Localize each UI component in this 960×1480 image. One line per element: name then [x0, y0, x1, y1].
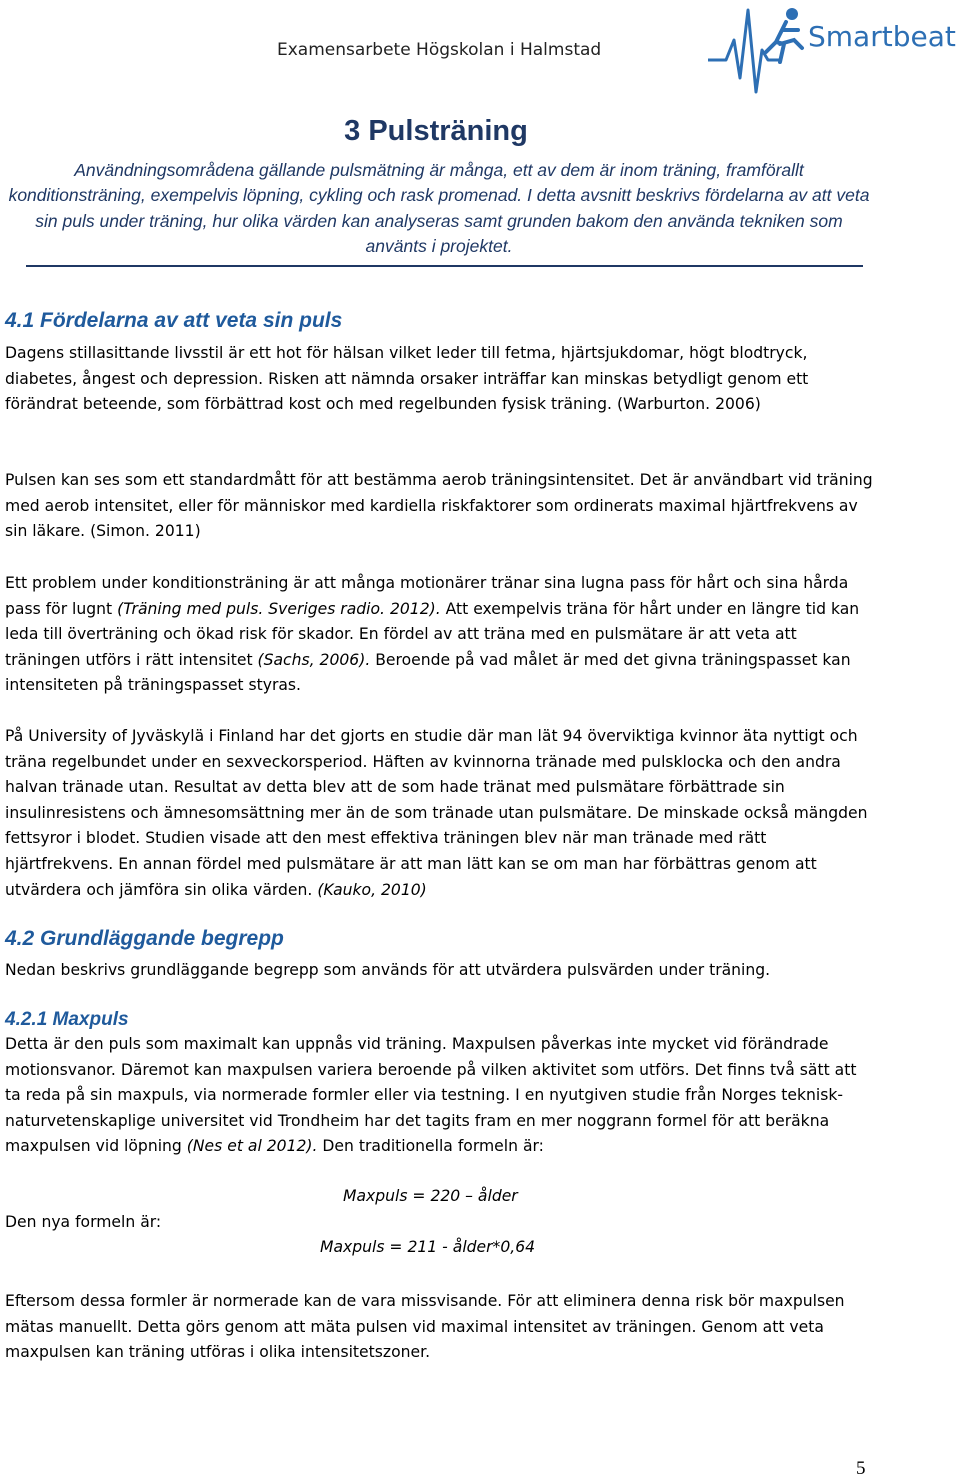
page-number: 5	[856, 1458, 866, 1479]
logo-text: Smartbeat	[808, 20, 956, 53]
section-heading-4-2: 4.2 Grundläggande begrepp	[5, 927, 284, 950]
citation: (Kauko, 2010)	[317, 880, 427, 899]
citation: (Träning med puls. Sveriges radio. 2012).	[117, 599, 441, 618]
paragraph	[5, 571, 875, 699]
chapter-title: 3 Pulsträning	[344, 115, 528, 147]
citation: (Sachs, 2006).	[257, 650, 371, 669]
paragraph: Dagens stillasittande livsstil är ett hot för hälsan vilket leder till fetma, hjärtsjukdomar, högt blodtryck, diabetes, ångest och depression. Risken att nämnda orsaker inträffar kan minskas betydligt genom ett förändrat beteende, som förbättrad kost och med regelbunden fysisk träning. (Warburton. 2006)	[5, 344, 809, 414]
section-heading-4-2-1: 4.2.1 Maxpuls	[5, 1009, 129, 1030]
paragraph-text: På University of Jyväskylä i Finland har det gjorts en studie där man lät 94 överviktiga kvinnor äta nyttigt och träna regelbundet under en sexveckorsperiod. Häften av kvinnorna tränade med pulsklocka och den andra halvan tränade utan. Resultat av detta blev att de som hade tränat med pulsmätare förbättrade sin insulinresistens och ämnesomsättning mer än de som tränade utan pulsmätare. De minskade också mängden fettsyror i blodet. Studien visade att den mest effektiva träningen blev när man tränade med rätt hjärtfrekvens. En annan fördel med pulsmätare är att man lätt kan se om man har förbättras genom att utvärdera och jämföra sin olika värden.	[5, 727, 868, 899]
horizontal-rule	[26, 265, 863, 267]
paragraph-text: Beroende på vad målet är med det givna träningspasset kan intensiteten på träningspasset styras.	[5, 650, 851, 695]
paragraph-text: Ett problem under konditionsträning är att många motionärer tränar sina lugna pass för hårt och sina hårda pass för lugnt	[5, 574, 849, 618]
formula-new: Maxpuls = 211 - ålder*0,64	[320, 1238, 536, 1256]
paragraph	[5, 724, 875, 903]
paragraph: Eftersom dessa formler är normerade kan de vara missvisande. För att eliminera denna risk bör maxpulsen mätas manuellt. Detta görs genom att mäta pulsen vid maximal intensitet av träningen. Genom att veta maxpulsen kan träning utföras i olika intensitetszoner.	[5, 1292, 845, 1362]
section-heading-4-1: 4.1 Fördelarna av att veta sin puls	[5, 309, 343, 332]
paragraph-text: Den traditionella formeln är:	[317, 1137, 544, 1156]
chapter-intro: Användningsområdena gällande pulsmätning är många, ett av dem är inom träning, framförallt konditionsträning, exempelvis löpning, cykling och rask promenad. I detta avsnitt beskrivs fördelarna av att veta sin puls under träning, hur olika värden kan analyseras samt grunden bakom den använda tekniken som använts i projektet.	[8, 160, 870, 256]
paragraph-text: Att exempelvis träna för hårt under en längre tid kan leda till överträning och ökad risk för skador. En fördel av att träna med en pulsmätare är att veta att träningen utförs i rätt intensitet	[5, 599, 860, 669]
paragraph	[5, 1032, 875, 1160]
paragraph: Pulsen kan ses som ett standardmått för att bestämma aerob träningsintensitet. Det är användbart vid träning med aerob intensitet, eller för människor med kardiella riskfaktorer som ordinerats maximal hjärtfrekvens av sin läkare. (Simon. 2011)	[5, 471, 873, 541]
running-header: Examensarbete Högskolan i Halmstad	[277, 40, 602, 60]
paragraph-text: Detta är den puls som maximalt kan uppnås vid träning. Maxpulsen påverkas inte mycket vid förändrade motionsvanor. Däremot kan maxpulsen variera beroende på vilken aktivitet som utförs. Det finns två sätt att ta reda på sin maxpuls, via normerade formler eller via testning. I en nyutgiven studie från Norges teknisk-naturvetenskaplige universitet vid Trondheim har det tagits fram en mer noggrann formel för att beräkna maxpulsen vid löpning	[5, 1035, 857, 1156]
paragraph: Nedan beskrivs grundläggande begrepp som används för att utvärdera pulsvärden under träning.	[5, 961, 771, 979]
new-formula-label: Den nya formeln är:	[5, 1213, 162, 1231]
citation: (Nes et al 2012).	[186, 1137, 318, 1156]
formula-traditional: Maxpuls = 220 – ålder	[343, 1187, 518, 1205]
